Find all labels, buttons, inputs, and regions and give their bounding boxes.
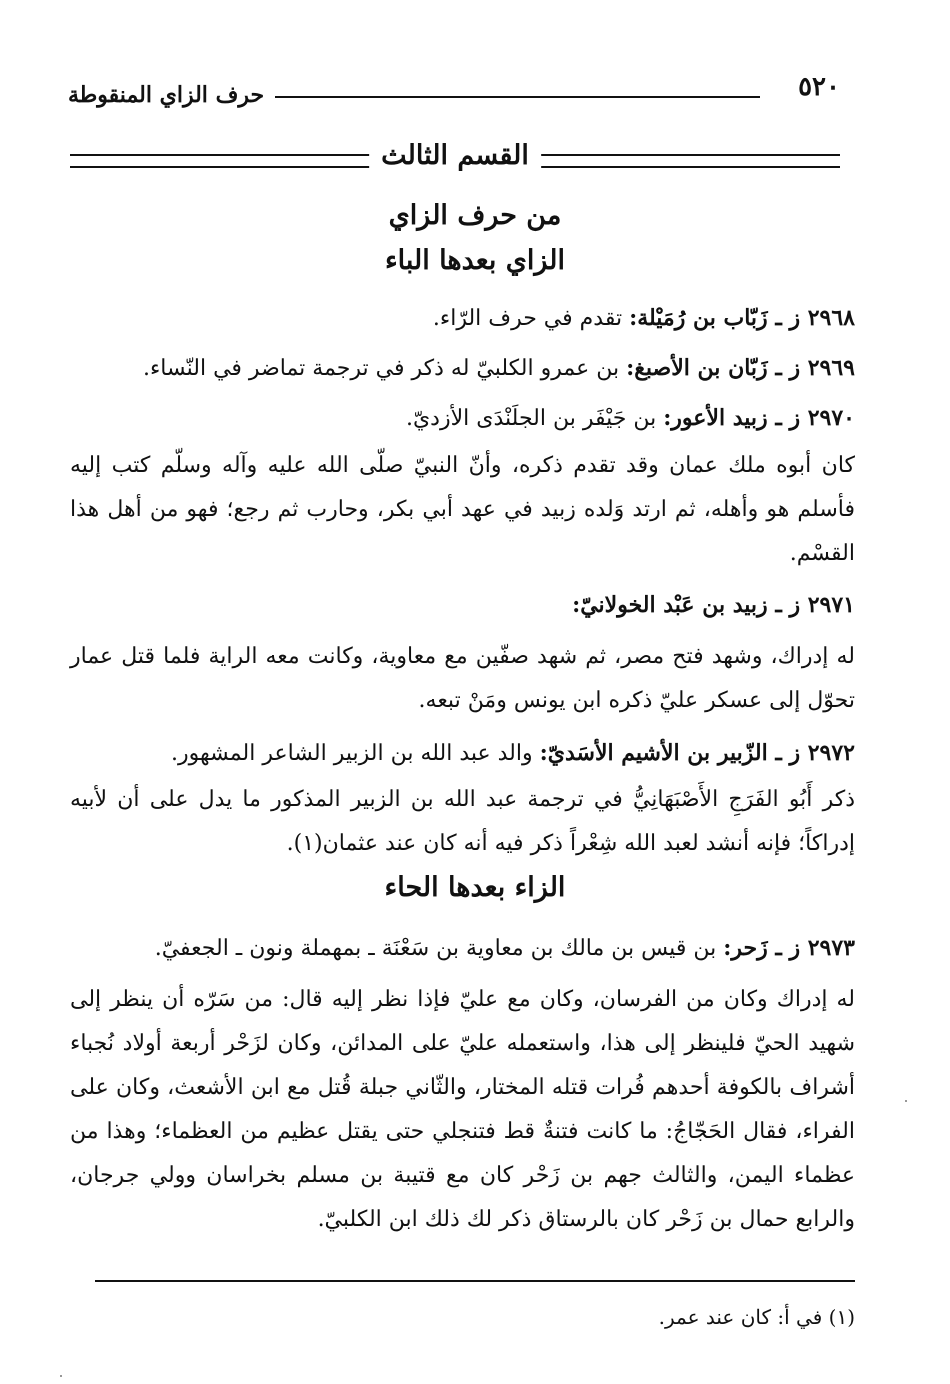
subsection-heading-ba: الزاي بعدها الباء: [384, 245, 566, 276]
paragraph-2973: له إدراك وكان من الفرسان، وكان مع عليّ فإذا نظر إليه قال: من سَرّه أن ينظر إلى شهيد الحيّ فلينظر إلى هذا، واستعمله عليّ على المدائن، وكان لزَحْر أربعة أولاد نُجباء أشراف بالكوفة أحدهم فُرات قتله المختار، والثّاني جبلة قُتل مع ابن الأشعث، وكان على الفراء، فقال الحَجّاجُ: ما كانت فتنةٌ قط فتنجلي حتى يقتل عظيم من العظماء؛ وهذا من عظماء اليمن، والثالث جهم بن زَحْر كان مع قتيبة بن مسلم بخراسان وولي جرجان، والرابع حمال بن زَحْر كان بالرستاق ذكر لك ذلك ابن الكلبيّ.: [70, 987, 855, 1232]
entry-2973: [70, 925, 855, 972]
entry-heading: ٢٩٧٢ ز ـ الزّبير بن الأشيم الأسَديّ:: [539, 740, 855, 766]
scan-speck: [905, 1100, 907, 1102]
paragraph-2971: له إدراك، وشهد فتح مصر، ثم شهد صفّين مع معاوية، وكانت معه الراية فلما قتل عمار تحوّل إلى عسكر عليّ ذكره ابن يونس ومَنْ تبعه.: [70, 644, 855, 713]
entry-heading: ٢٩٧٣ ز ـ زَحر:: [723, 935, 855, 961]
paragraph-2970: كان أبوه ملك عمان وقد تقدم ذكره، وأنّ النبيّ صلّى الله عليه وآله وسلّم كتب إليه فأسلم هو وأهله، ثم ارتد وَلده زبيد في عهد أبي بكر، وحارب ثم رجع؛ فهو من أهل هذا القسْم.: [70, 453, 855, 566]
entry-text: بن عمرو الكلبيّ له ذكر في ترجمة تماضر في النّساء.: [142, 356, 627, 381]
entry-heading: ٢٩٧٠ ز ـ زبيد الأعور:: [663, 405, 855, 431]
entry-text: بن قيس بن مالك بن معاوية بن سَعْنَة ـ بمهملة ونون ـ الجعفيّ.: [154, 936, 724, 961]
entry-text: تقدم في حرف الرّاء.: [432, 306, 630, 331]
entry-heading: ٢٩٦٨ ز ـ زَبّاب بن رُمَيْلة:: [629, 305, 855, 331]
entry-text: بن جَيْفَر بن الجلَنْدَى الأزديّ.: [405, 406, 664, 431]
header-rule: [275, 96, 760, 98]
entry-text: والد عبد الله بن الزبير الشاعر المشهور.: [171, 741, 540, 766]
entry-2970: [70, 395, 855, 442]
entry-heading: ٢٩٦٩ ز ـ زَبّان بن الأصبغ:: [626, 355, 855, 381]
section-banner: [70, 140, 840, 184]
letter-heading: من حرف الزاي: [388, 200, 562, 231]
scan-speck: [60, 1375, 62, 1377]
entry-2971: [70, 582, 855, 629]
footnote: (١) في أ: كان عند عمر.: [658, 1305, 855, 1329]
banner-rule-right: [540, 154, 840, 168]
running-header: [60, 72, 850, 112]
footnote-separator: [95, 1280, 855, 1282]
entry-2969: [70, 345, 855, 392]
running-title: حرف الزاي المنقوطة: [68, 82, 265, 108]
page-number: ٥٢٠: [798, 72, 840, 102]
subsection-heading-ha: الزاء بعدها الحاء: [384, 872, 566, 903]
entry-heading: ٢٩٧١ ز ـ زبيد بن عَبْد الخولانيّ:: [572, 592, 855, 618]
entry-2968: [70, 295, 855, 342]
section-title: القسم الثالث: [369, 140, 541, 171]
banner-rule-left: [70, 154, 385, 168]
paragraph-2972: ذكر أَبُو الفَرَجِ الأَصْبَهَانِيُّ في ترجمة عبد الله بن الزبير المذكور ما يدل على أن لأبيه إدراكاً؛ فإنه أنشد لعبد الله شِعْراً ذكر فيه أنه كان عند عثمان(١).: [70, 787, 855, 856]
entry-2972: [70, 730, 855, 777]
